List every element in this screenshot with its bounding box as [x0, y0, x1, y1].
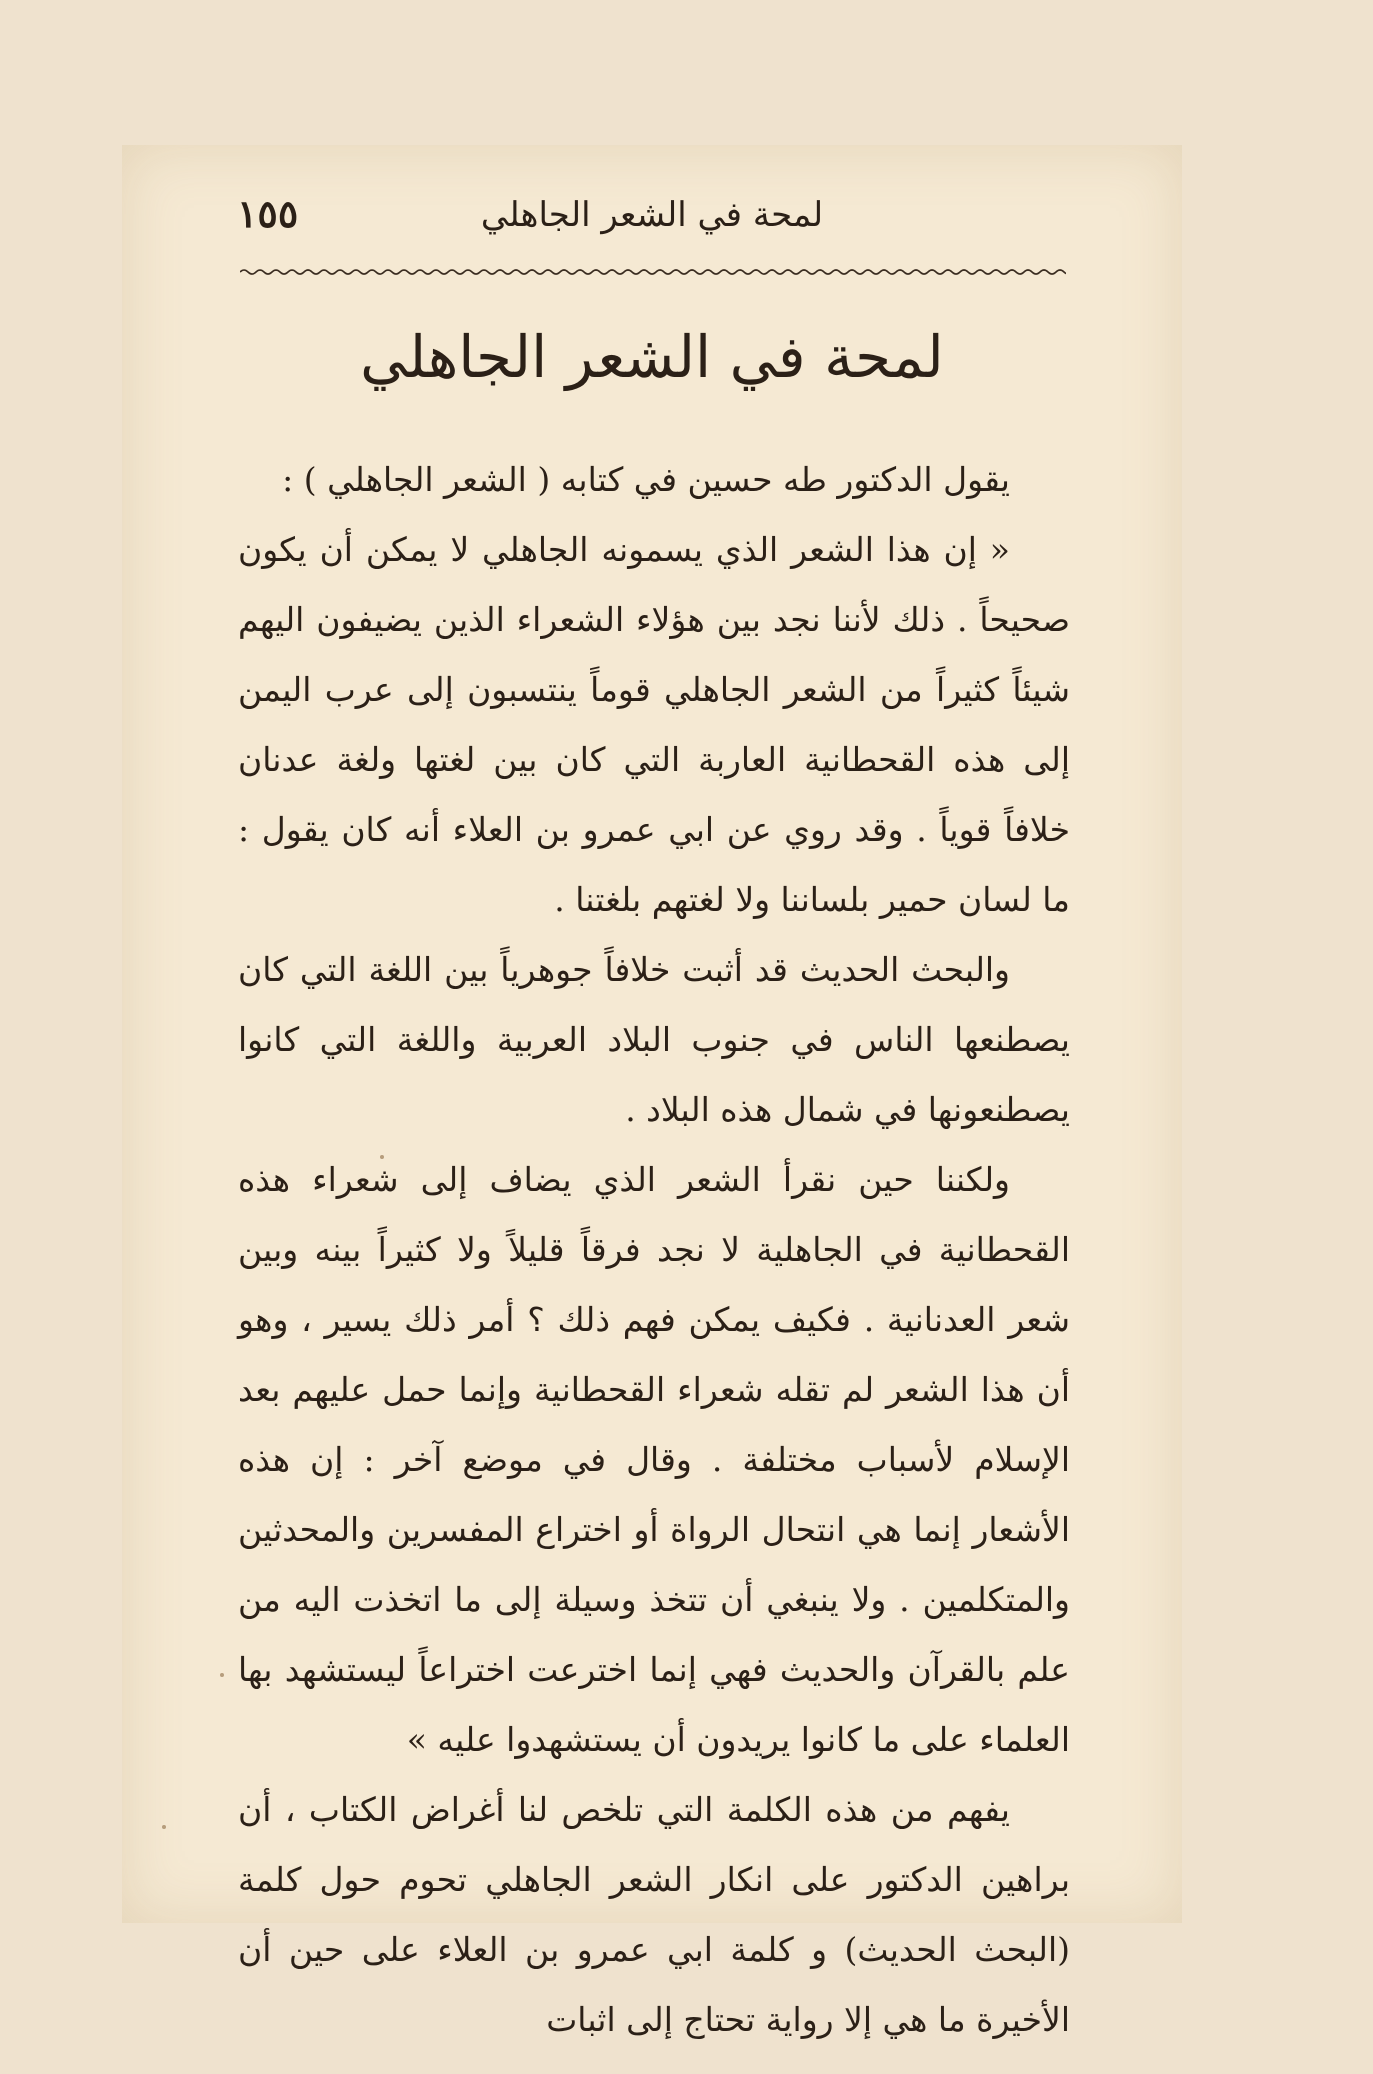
chapter-title: لمحة في الشعر الجاهلي — [360, 323, 944, 391]
paper-speck — [162, 1825, 166, 1829]
page-header — [237, 187, 1067, 257]
paper-speck — [220, 1673, 224, 1677]
page-number: ١٥٥ — [237, 191, 299, 236]
paragraph: يقول الدكتور طه حسين في كتابه ( الشعر الجاهلي ) : — [282, 460, 1010, 499]
header-divider — [240, 268, 1066, 276]
paragraph: ولكننا حين نقرأ الشعر الذي يضاف إلى شعراء هذه القحطانية في الجاهلية لا نجد فرقاً قليلاً ولا كثيراً بينه وبين شعر العدنانية . فكيف يمكن فهم ذلك ؟ أمر ذلك يسير ، وهو أن هذا الشعر لم تقله شعراء القحطانية وإنما حمل عليهم بعد الإسلام لأسباب مختلفة . وقال في موضع آخر : إن هذه الأشعار إنما هي انتحال الرواة أو اختراع المفسرين والمحدثين والمتكلمين . ولا ينبغي أن تتخذ وسيلة إلى ما اتخذت اليه من علم بالقرآن والحديث فهي إنما اخترعت اختراعاً ليستشهد بها العلماء على ما كانوا يريدون أن يستشهدوا عليه » — [238, 1160, 1070, 1759]
running-title: لمحة في الشعر الجاهلي — [480, 195, 824, 235]
body-text — [238, 445, 1070, 2055]
paper-speck — [380, 1155, 384, 1159]
paragraph: والبحث الحديث قد أثبت خلافاً جوهرياً بين اللغة التي كان يصطنعها الناس في جنوب البلاد العربية واللغة التي كانوا يصطنعونها في شمال هذه البلاد . — [238, 950, 1070, 1129]
paragraph: يفهم من هذه الكلمة التي تلخص لنا أغراض الكتاب ، أن براهين الدكتور على انكار الشعر الجاهلي تحوم حول كلمة (البحث الحديث) و كلمة ابي عمرو بن العلاء على حين أن الأخيرة ما هي إلا رواية تحتاج إلى اثبات — [238, 1790, 1070, 2039]
paragraph: « إن هذا الشعر الذي يسمونه الجاهلي لا يمكن أن يكون صحيحاً . ذلك لأننا نجد بين هؤلاء الشعراء الذين يضيفون اليهم شيئاً كثيراً من الشعر الجاهلي قوماً ينتسبون إلى عرب اليمن إلى هذه القحطانية العاربة التي كان بين لغتها ولغة عدنان خلافاً قوياً . وقد روي عن ابي عمرو بن العلاء أنه كان يقول : ما لسان حمير بلساننا ولا لغتهم بلغتنا . — [238, 530, 1070, 919]
book-page — [122, 145, 1182, 2039]
